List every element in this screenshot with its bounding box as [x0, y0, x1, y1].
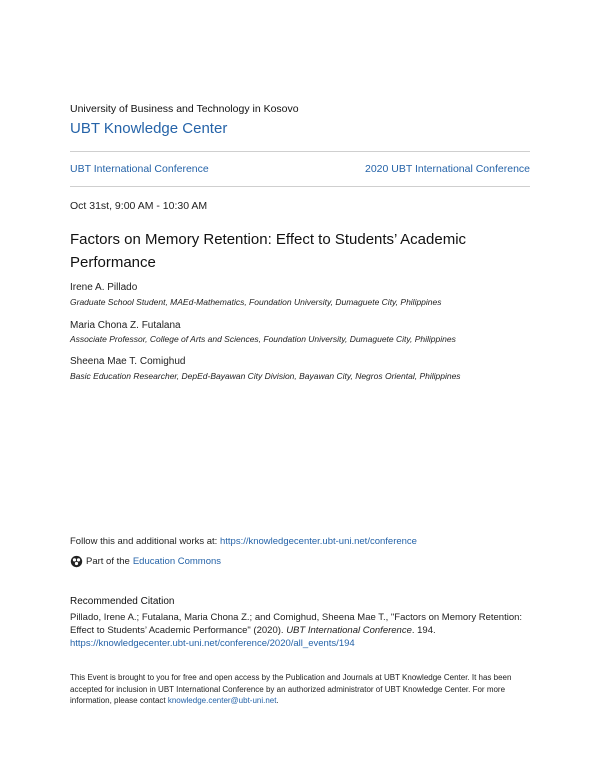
citation-text: [70, 611, 532, 650]
follow-url-link[interactable]: https://knowledgecenter.ubt-uni.net/conference: [219, 536, 417, 547]
session-datetime: Oct 31st, 9:00 AM - 10:30 AM: [70, 200, 208, 212]
follow-prefix: Follow this and additional works at:: [70, 536, 220, 547]
citation-journal: UBT International Conference: [286, 625, 412, 636]
author-name: Irene A. Pillado: [70, 282, 138, 293]
part-of-prefix: Part of the: [86, 556, 130, 567]
author-affiliation: Basic Education Researcher, DepEd-Bayawan City Division, Bayawan City, Negros Oriental, Philippines: [70, 371, 461, 381]
access-notice-text: This Event is brought to you for free and open access by the Publication and Journals at UBT Knowledge Center. It has been accepted for inclusion in UBT International Conference by an authorized administrator of UBT Knowledge Center. For more information, please contact: [70, 673, 512, 705]
author-affiliation: Graduate School Student, MAEd-Mathematics, Foundation University, Dumaguete City, Philippines: [70, 297, 442, 307]
education-commons-link[interactable]: Education Commons: [132, 556, 222, 567]
access-notice: [70, 672, 532, 707]
citation-number: . 194.: [411, 625, 436, 636]
citation-body: Pillado, Irene A.; Futalana, Maria Chona Z.; and Comighud, Sheena Mae T., "Factors on Memory Retention: Effect to Students’ Academic Performance" (2020).: [70, 612, 523, 636]
conference-link-left[interactable]: UBT International Conference: [70, 163, 209, 175]
citation-url-link[interactable]: https://knowledgecenter.ubt-uni.net/conference/2020/all_events/194: [70, 638, 355, 649]
divider-bottom: [70, 186, 530, 187]
author-affiliation: Associate Professor, College of Arts and Sciences, Foundation University, Dumaguete City, Philippines: [70, 334, 456, 344]
repository-link[interactable]: UBT Knowledge Center: [70, 120, 228, 137]
author-name: Maria Chona Z. Futalana: [70, 320, 181, 331]
contact-email-link[interactable]: knowledge.center@ubt-uni.net: [167, 696, 277, 705]
divider-top: [70, 151, 530, 152]
part-of-line: [70, 555, 221, 568]
follow-line: [70, 536, 417, 547]
access-notice-end: .: [276, 696, 279, 705]
paper-title: Factors on Memory Retention: Effect to Students’ Academic Performance: [70, 231, 467, 271]
conference-link-right[interactable]: 2020 UBT International Conference: [365, 163, 530, 175]
author-name: Sheena Mae T. Comighud: [70, 356, 186, 367]
citation-heading: Recommended Citation: [70, 596, 175, 607]
commons-network-icon: [70, 555, 83, 568]
university-name: University of Business and Technology in Kosovo: [70, 103, 299, 115]
